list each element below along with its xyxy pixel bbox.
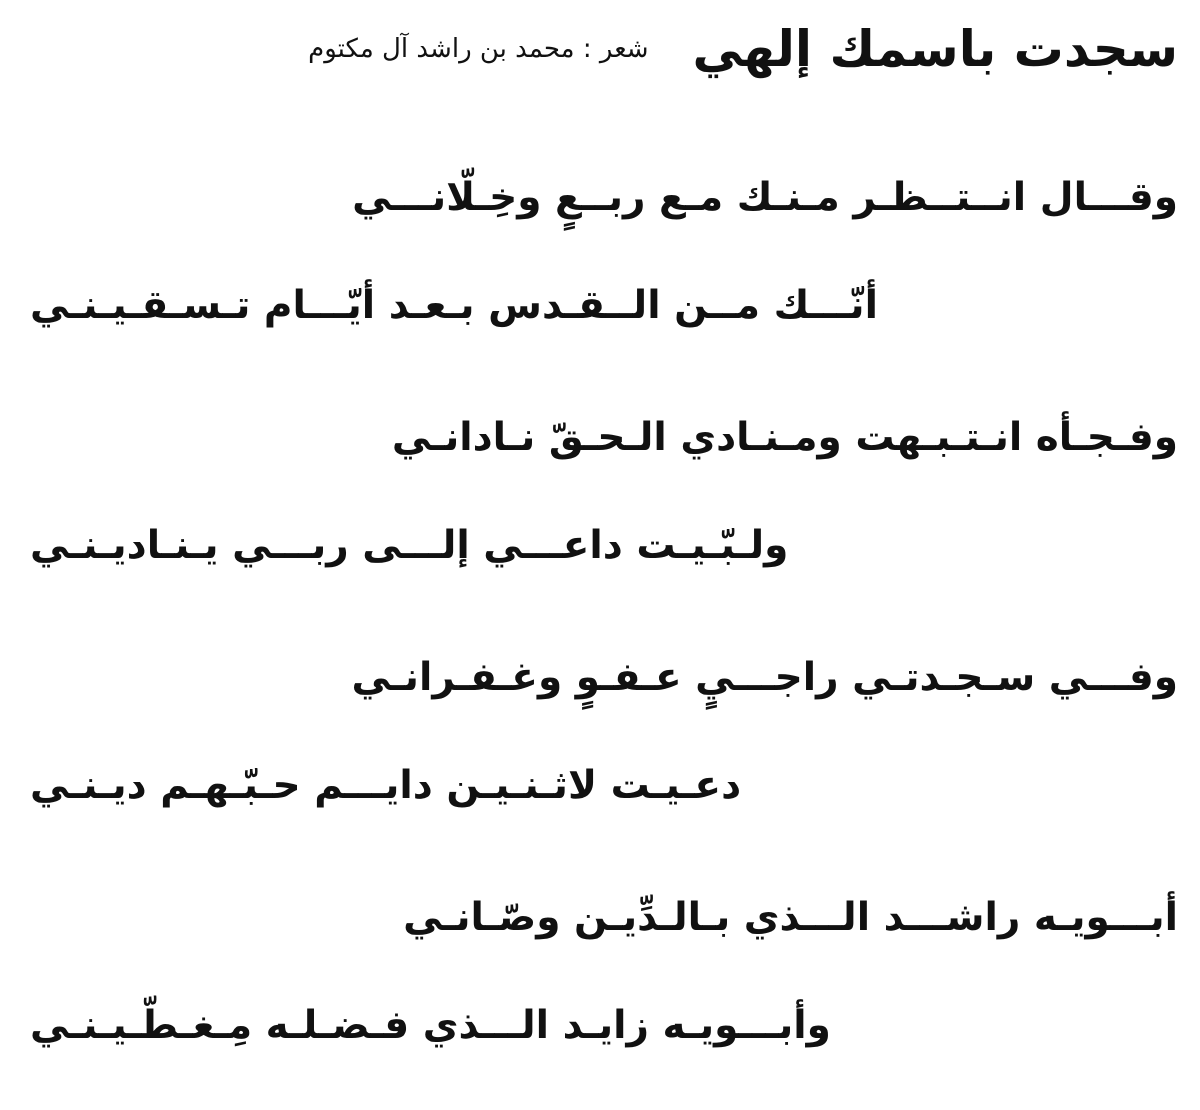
verse: [30, 390, 1178, 630]
verse-1-second-hemistich: أنّـــك مــن الــقـدس بـعـد أيّـــام تـسـقـيـنـي: [30, 283, 878, 328]
verse-2-first-hemistich: وفـجـأه انـتـبـهت ومـنـادي الـحـقّ نـادانـي: [391, 415, 1178, 460]
verse-4-first-hemistich: أبـــويـه راشـــد الـــذي بـالـدِّيـن وصّـانـي: [403, 895, 1178, 940]
poem-body: [30, 150, 1178, 1110]
verse-3-first-hemistich: وفـــي سـجـدتـي راجـــيٍ عـفـوٍ وغـفـرانـي: [351, 655, 1178, 700]
verse: [30, 870, 1178, 1110]
verse-4-second-hemistich: وأبـــويـه زايـد الـــذي فـضـلـه مِـغـطّـيـنـي: [30, 1003, 831, 1048]
poem-title: سجدت باسمك إلهي: [692, 20, 1178, 78]
poet-byline: شعر : محمد بن راشد آل مكتوم: [308, 34, 649, 64]
verse: [30, 150, 1178, 390]
verse: [30, 630, 1178, 870]
verse-1-first-hemistich: وقـــال انــتــظـر مـنـك مـع ربــعٍ وخِـلّانـــي: [352, 175, 1178, 220]
verse-3-second-hemistich: دعـيـت لاثـنـيـن دايـــم حـبّـهـم ديـنـي: [30, 763, 742, 808]
poem-header: [20, 14, 1178, 84]
verse-2-second-hemistich: ولـبّـيـت داعـــي إلـــى ربـــي يـنـاديـنـي: [30, 523, 789, 568]
